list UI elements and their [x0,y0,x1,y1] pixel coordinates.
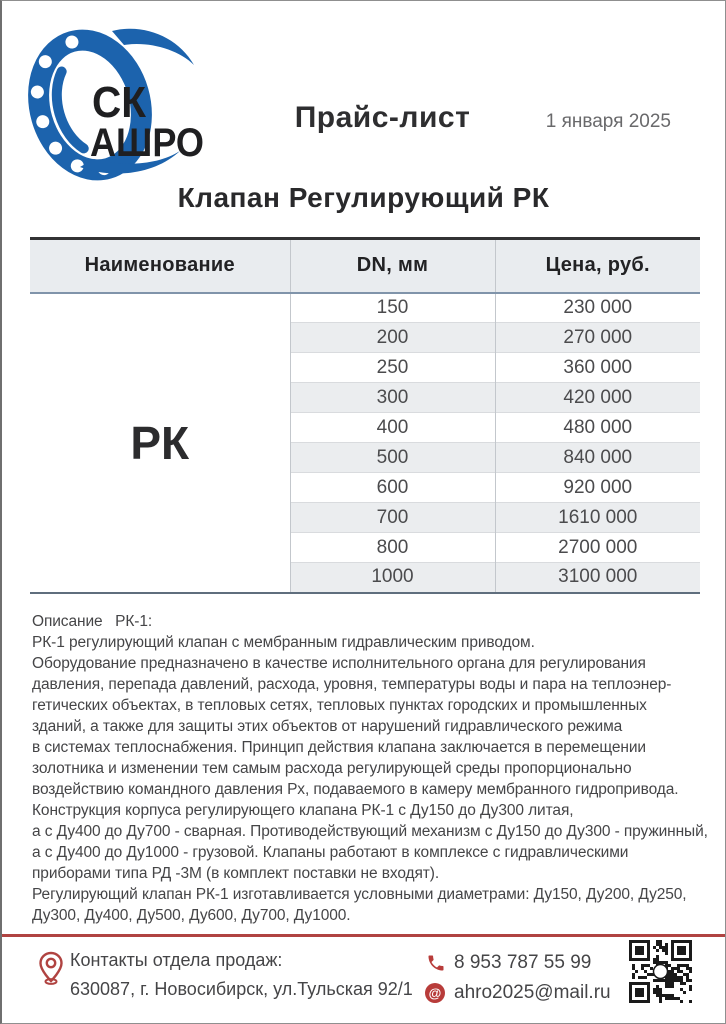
header-name: Наименование [30,239,290,293]
svg-text:@: @ [428,985,442,1001]
description-line: воздействию командного давления Рх, подаваемого в камеру мембранного гидропривода. [32,781,679,798]
description-line: давления, перепада давлений, расхода, уровня, температуры воды и пара на теплоэнер- [32,676,672,693]
description-line: Оборудование предназначено в качестве исполнительного органа для регулирования [32,655,646,672]
description-line: Конструкция корпуса регулирующего клапана РК-1 с Ду150 до Ду300 литая, [32,802,574,819]
dn-cell: 200 [290,323,495,353]
dn-cell: 1000 [290,563,495,593]
description-line: Регулирующий клапан РК-1 изготавливается условными диаметрами: Ду150, Ду200, Ду250, [32,886,687,903]
price-cell: 480 000 [495,413,700,443]
dn-cell: 700 [290,503,495,533]
description-line: Ду300, Ду400, Ду500, Ду600, Ду700, Ду1000. [32,907,351,924]
price-cell: 270 000 [495,323,700,353]
phone-icon [426,953,446,973]
dn-cell: 300 [290,383,495,413]
price-cell: 1610 000 [495,503,700,533]
phone-number: 8 953 787 55 99 [454,952,592,973]
description-line: в системах теплоснабжения. Принцип действия клапана заключается в перемещении [32,739,646,756]
description-line: гетических объектах, в тепловых сетях, тепловых пунктах городских и промышленных [32,697,647,714]
price-cell: 230 000 [495,293,700,323]
dn-cell: 400 [290,413,495,443]
footer-contacts [2,937,725,1023]
contacts-label: Контакты отдела продаж: [70,950,283,970]
description-line: а с Ду400 до Ду700 - сварная. Противодействующий механизм с Ду150 до Ду300 - пружинный, [32,823,708,840]
product-description [32,611,712,926]
page-title: Клапан Регулирующий РК [177,182,550,213]
price-cell: 420 000 [495,383,700,413]
logo-text-line1: СК [92,78,147,127]
table-header-row [30,239,700,293]
dn-cell: 500 [290,443,495,473]
description-line: приборами типа РД -3М (в комплект поставки не входят). [32,865,440,882]
price-cell: 920 000 [495,473,700,503]
description-line: РК-1 регулирующий клапан с мембранным гидравлическим приводом. [32,634,535,651]
header-dn: DN, мм [290,239,495,293]
price-cell: 2700 000 [495,533,700,563]
qr-code [629,940,692,1003]
header-price: Цена, руб. [495,239,700,293]
logo-text-line2: АШРО [90,121,204,165]
price-cell: 840 000 [495,443,700,473]
dn-cell: 800 [290,533,495,563]
description-line: зданий, а также для защиты этих объектов от нарушений гидравлического режима [32,718,623,735]
document-date: 1 января 2025 [545,111,671,132]
email-icon [424,982,446,1004]
dn-cell: 150 [290,293,495,323]
dn-cell: 250 [290,353,495,383]
price-table-container [30,237,700,594]
email-address: ahro2025@mail.ru [454,982,611,1003]
price-cell: 3100 000 [495,563,700,593]
contacts-address: 630087, г. Новосибирск, ул.Тульская 92/1 [70,979,413,999]
price-table [30,237,700,594]
dn-cell: 600 [290,473,495,503]
description-line: а с Ду400 до Ду1000 - грузовой. Клапаны работают в комплексе с гидравлическими [32,844,629,861]
document-title: Прайс-лист [294,101,471,134]
location-pin-icon [38,951,64,985]
description-line: золотника и изменении тем самым расхода регулирующей среды пропорционально [32,760,632,777]
description-line: Описание РК-1: [32,613,153,630]
table-row [30,293,700,323]
price-cell: 360 000 [495,353,700,383]
product-name-cell: РК [30,293,290,593]
